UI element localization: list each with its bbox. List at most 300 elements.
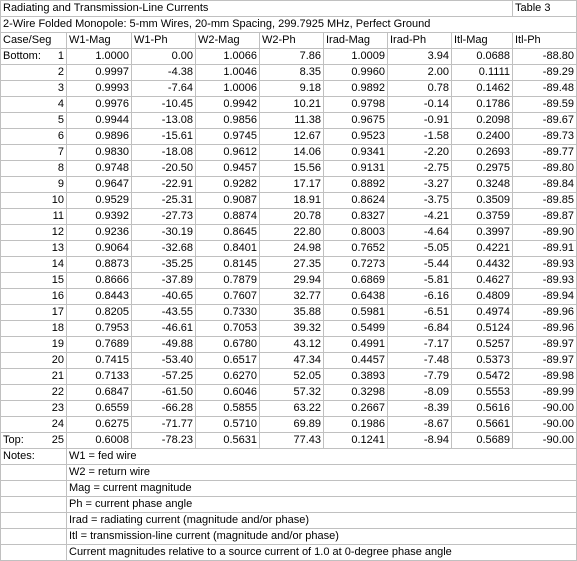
empty-cell[interactable] — [513, 17, 577, 33]
value-cell[interactable]: 0.9798 — [324, 97, 388, 113]
value-cell[interactable]: -3.27 — [388, 177, 452, 193]
value-cell[interactable]: 7.86 — [260, 49, 324, 65]
value-cell[interactable]: 0.4991 — [324, 337, 388, 353]
value-cell[interactable]: 0.8401 — [196, 241, 260, 257]
value-cell[interactable]: -27.73 — [132, 209, 196, 225]
value-cell[interactable]: 0.8145 — [196, 257, 260, 273]
column-header[interactable]: Irad-Ph — [388, 33, 452, 49]
value-cell[interactable]: -61.50 — [132, 385, 196, 401]
note-row — [1, 465, 577, 481]
value-cell[interactable]: -89.98 — [513, 369, 577, 385]
value-cell[interactable]: 0.9856 — [196, 113, 260, 129]
value-cell[interactable]: -37.89 — [132, 273, 196, 289]
value-cell[interactable]: 0.7879 — [196, 273, 260, 289]
value-cell[interactable]: -7.17 — [388, 337, 452, 353]
table-row — [1, 401, 577, 417]
value-cell[interactable]: -40.65 — [132, 289, 196, 305]
empty-cell[interactable] — [1, 513, 67, 529]
value-cell[interactable]: -20.50 — [132, 161, 196, 177]
value-cell[interactable]: -57.25 — [132, 369, 196, 385]
value-cell[interactable]: -8.94 — [388, 433, 452, 449]
value-cell[interactable]: 22.80 — [260, 225, 324, 241]
value-cell[interactable]: -7.79 — [388, 369, 452, 385]
value-cell[interactable]: 0.5981 — [324, 305, 388, 321]
note-row — [1, 529, 577, 545]
value-cell[interactable]: 0.8645 — [196, 225, 260, 241]
value-cell[interactable]: 0.1111 — [452, 65, 513, 81]
value-cell[interactable]: 0.6869 — [324, 273, 388, 289]
value-cell[interactable]: -89.94 — [513, 289, 577, 305]
value-cell[interactable]: 32.77 — [260, 289, 324, 305]
segment-cell[interactable] — [1, 81, 67, 97]
empty-cell[interactable] — [388, 1, 452, 17]
table-row — [1, 193, 577, 209]
value-cell[interactable]: -7.48 — [388, 353, 452, 369]
segment-number: 17 — [51, 306, 64, 318]
value-cell[interactable]: 0.0688 — [452, 49, 513, 65]
value-cell[interactable]: -0.91 — [388, 113, 452, 129]
value-cell[interactable]: 1.0000 — [67, 49, 132, 65]
segment-cell[interactable] — [1, 209, 67, 225]
value-cell[interactable]: 8.35 — [260, 65, 324, 81]
value-cell[interactable]: -89.85 — [513, 193, 577, 209]
segment-prefix: Top: — [3, 434, 24, 446]
value-cell[interactable]: 24.98 — [260, 241, 324, 257]
header-row — [1, 33, 577, 49]
table-row — [1, 385, 577, 401]
value-cell[interactable]: 43.12 — [260, 337, 324, 353]
value-cell[interactable]: -43.55 — [132, 305, 196, 321]
empty-cell[interactable] — [1, 545, 67, 561]
value-cell[interactable]: 0.7953 — [67, 321, 132, 337]
value-cell[interactable]: -89.90 — [513, 225, 577, 241]
value-cell[interactable]: -5.81 — [388, 273, 452, 289]
value-cell[interactable]: 0.8205 — [67, 305, 132, 321]
empty-cell[interactable] — [1, 481, 67, 497]
value-cell[interactable]: -32.68 — [132, 241, 196, 257]
empty-cell[interactable] — [1, 529, 67, 545]
value-cell[interactable]: -89.73 — [513, 129, 577, 145]
value-cell[interactable]: 0.5855 — [196, 401, 260, 417]
value-cell[interactable]: 29.94 — [260, 273, 324, 289]
segment-cell[interactable] — [1, 145, 67, 161]
value-cell[interactable]: 0.9282 — [196, 177, 260, 193]
value-cell[interactable]: -53.40 — [132, 353, 196, 369]
value-cell[interactable]: 0.5661 — [452, 417, 513, 433]
segment-cell[interactable] — [1, 417, 67, 433]
value-cell[interactable]: 0.9064 — [67, 241, 132, 257]
table-row — [1, 113, 577, 129]
note-text[interactable]: W1 = fed wire — [67, 449, 577, 465]
segment-number: 11 — [52, 210, 64, 222]
value-cell[interactable]: -5.05 — [388, 241, 452, 257]
value-cell[interactable]: -25.31 — [132, 193, 196, 209]
value-cell[interactable]: 0.6559 — [67, 401, 132, 417]
value-cell[interactable]: 63.22 — [260, 401, 324, 417]
value-cell[interactable]: -90.00 — [513, 433, 577, 449]
value-cell[interactable]: 0.5499 — [324, 321, 388, 337]
value-cell[interactable]: 0.9892 — [324, 81, 388, 97]
value-cell[interactable]: 0.6847 — [67, 385, 132, 401]
value-cell[interactable]: -89.80 — [513, 161, 577, 177]
value-cell[interactable]: -90.00 — [513, 417, 577, 433]
empty-cell[interactable] — [1, 465, 67, 481]
value-cell[interactable]: -89.96 — [513, 305, 577, 321]
table-row — [1, 225, 577, 241]
empty-cell[interactable] — [452, 1, 513, 17]
value-cell[interactable]: 0.2098 — [452, 113, 513, 129]
value-cell[interactable]: -6.84 — [388, 321, 452, 337]
note-text[interactable]: Current magnitudes relative to a source current of 1.0 at 0-degree phase angle — [67, 545, 577, 561]
value-cell[interactable]: 39.32 — [260, 321, 324, 337]
value-cell[interactable]: 0.9529 — [67, 193, 132, 209]
value-cell[interactable]: 0.7273 — [324, 257, 388, 273]
value-cell[interactable]: 0.2667 — [324, 401, 388, 417]
value-cell[interactable]: -88.80 — [513, 49, 577, 65]
value-cell[interactable]: -78.23 — [132, 433, 196, 449]
segment-cell[interactable] — [1, 129, 67, 145]
value-cell[interactable]: 0.8666 — [67, 273, 132, 289]
value-cell[interactable]: 0.9457 — [196, 161, 260, 177]
value-cell[interactable]: -0.14 — [388, 97, 452, 113]
segment-number: 9 — [57, 178, 64, 190]
segment-number: 23 — [51, 402, 64, 414]
value-cell[interactable]: -3.75 — [388, 193, 452, 209]
value-cell[interactable]: 0.8624 — [324, 193, 388, 209]
value-cell[interactable]: 0.6517 — [196, 353, 260, 369]
value-cell[interactable]: 0.6275 — [67, 417, 132, 433]
table-row — [1, 129, 577, 145]
segment-number: 1 — [57, 50, 64, 62]
segment-cell[interactable] — [1, 241, 67, 257]
value-cell[interactable]: -13.08 — [132, 113, 196, 129]
segment-number: 13 — [51, 242, 64, 254]
value-cell[interactable]: 0.8003 — [324, 225, 388, 241]
value-cell[interactable]: 9.18 — [260, 81, 324, 97]
value-cell[interactable]: -10.45 — [132, 97, 196, 113]
value-cell[interactable]: -49.88 — [132, 337, 196, 353]
segment-number: 15 — [51, 274, 64, 286]
value-cell[interactable]: 0.9087 — [196, 193, 260, 209]
value-cell[interactable]: 0.6780 — [196, 337, 260, 353]
note-text[interactable]: Irad = radiating current (magnitude and/or phase) — [67, 513, 577, 529]
value-cell[interactable]: -15.61 — [132, 129, 196, 145]
value-cell[interactable]: 0.5710 — [196, 417, 260, 433]
empty-cell[interactable] — [324, 1, 388, 17]
note-row — [1, 497, 577, 513]
value-cell[interactable]: 0.00 — [132, 49, 196, 65]
table-row — [1, 369, 577, 385]
value-cell[interactable]: -89.93 — [513, 257, 577, 273]
segment-number: 25 — [51, 434, 64, 446]
value-cell[interactable]: 47.34 — [260, 353, 324, 369]
value-cell[interactable]: -5.44 — [388, 257, 452, 273]
value-cell[interactable]: -2.75 — [388, 161, 452, 177]
value-cell[interactable]: 0.1462 — [452, 81, 513, 97]
value-cell[interactable]: 0.4627 — [452, 273, 513, 289]
value-cell[interactable]: 0.7689 — [67, 337, 132, 353]
value-cell[interactable]: 0.9392 — [67, 209, 132, 225]
segment-number: 20 — [51, 354, 64, 366]
value-cell[interactable]: -89.77 — [513, 145, 577, 161]
value-cell[interactable]: -89.97 — [513, 337, 577, 353]
value-cell[interactable]: -89.29 — [513, 65, 577, 81]
value-cell[interactable]: -89.97 — [513, 353, 577, 369]
value-cell[interactable]: -89.67 — [513, 113, 577, 129]
value-cell[interactable]: -30.19 — [132, 225, 196, 241]
value-cell[interactable]: 0.9612 — [196, 145, 260, 161]
table-label[interactable]: Table 3 — [513, 1, 577, 17]
value-cell[interactable]: 10.21 — [260, 97, 324, 113]
segment-number: 21 — [51, 370, 64, 382]
segment-cell[interactable] — [1, 305, 67, 321]
segment-cell[interactable] — [1, 401, 67, 417]
note-text[interactable]: Itl = transmission-line current (magnitude and/or phase) — [67, 529, 577, 545]
value-cell[interactable]: 0.4809 — [452, 289, 513, 305]
value-cell[interactable]: -89.96 — [513, 321, 577, 337]
value-cell[interactable]: 3.94 — [388, 49, 452, 65]
value-cell[interactable]: -8.09 — [388, 385, 452, 401]
value-cell[interactable]: 0.9236 — [67, 225, 132, 241]
column-header[interactable]: W1-Ph — [132, 33, 196, 49]
column-header[interactable]: Case/Seg — [1, 33, 67, 49]
value-cell[interactable]: 0.4974 — [452, 305, 513, 321]
value-cell[interactable]: -89.59 — [513, 97, 577, 113]
value-cell[interactable]: -89.99 — [513, 385, 577, 401]
value-cell[interactable]: 0.5472 — [452, 369, 513, 385]
value-cell[interactable]: 0.5631 — [196, 433, 260, 449]
table-row — [1, 289, 577, 305]
segment-number: 18 — [51, 322, 64, 334]
value-cell[interactable]: 0.8327 — [324, 209, 388, 225]
value-cell[interactable]: 14.06 — [260, 145, 324, 161]
value-cell[interactable]: 0.8443 — [67, 289, 132, 305]
value-cell[interactable]: 0.9976 — [67, 97, 132, 113]
table-row — [1, 177, 577, 193]
value-cell[interactable]: 35.88 — [260, 305, 324, 321]
value-cell[interactable]: -2.20 — [388, 145, 452, 161]
note-text[interactable]: Ph = current phase angle — [67, 497, 577, 513]
value-cell[interactable]: 1.0046 — [196, 65, 260, 81]
notes-label[interactable]: Notes: — [1, 449, 67, 465]
value-cell[interactable]: -7.64 — [132, 81, 196, 97]
segment-cell[interactable] — [1, 113, 67, 129]
value-cell[interactable]: 0.7652 — [324, 241, 388, 257]
value-cell[interactable]: 77.43 — [260, 433, 324, 449]
value-cell[interactable]: 18.91 — [260, 193, 324, 209]
value-cell[interactable]: 0.4221 — [452, 241, 513, 257]
value-cell[interactable]: -8.39 — [388, 401, 452, 417]
value-cell[interactable]: -71.77 — [132, 417, 196, 433]
segment-cell[interactable] — [1, 257, 67, 273]
segment-cell[interactable] — [1, 353, 67, 369]
value-cell[interactable]: 17.17 — [260, 177, 324, 193]
value-cell[interactable]: 0.9647 — [67, 177, 132, 193]
value-cell[interactable]: 0.9960 — [324, 65, 388, 81]
value-cell[interactable]: -89.91 — [513, 241, 577, 257]
sheet-title[interactable]: Radiating and Transmission-Line Currents — [1, 1, 260, 17]
value-cell[interactable]: 0.1241 — [324, 433, 388, 449]
note-row — [1, 513, 577, 529]
note-row — [1, 481, 577, 497]
value-cell[interactable]: 0.9993 — [67, 81, 132, 97]
value-cell[interactable]: 0.9896 — [67, 129, 132, 145]
table-row — [1, 337, 577, 353]
value-cell[interactable]: -4.38 — [132, 65, 196, 81]
value-cell[interactable]: 0.9830 — [67, 145, 132, 161]
value-cell[interactable]: 12.67 — [260, 129, 324, 145]
value-cell[interactable]: 0.9997 — [67, 65, 132, 81]
value-cell[interactable]: 0.2400 — [452, 129, 513, 145]
segment-number: 3 — [57, 82, 64, 94]
value-cell[interactable]: 0.3509 — [452, 193, 513, 209]
value-cell[interactable]: 11.38 — [260, 113, 324, 129]
note-text[interactable]: W2 = return wire — [67, 465, 577, 481]
value-cell[interactable]: -1.58 — [388, 129, 452, 145]
value-cell[interactable]: 0.3248 — [452, 177, 513, 193]
value-cell[interactable]: 0.7133 — [67, 369, 132, 385]
value-cell[interactable]: -6.51 — [388, 305, 452, 321]
value-cell[interactable]: 0.4457 — [324, 353, 388, 369]
value-cell[interactable]: 0.8874 — [196, 209, 260, 225]
empty-cell[interactable] — [260, 1, 324, 17]
value-cell[interactable]: -46.61 — [132, 321, 196, 337]
segment-cell[interactable] — [1, 369, 67, 385]
value-cell[interactable]: 0.78 — [388, 81, 452, 97]
table-row — [1, 161, 577, 177]
value-cell[interactable]: 52.05 — [260, 369, 324, 385]
value-cell[interactable]: 0.8892 — [324, 177, 388, 193]
segment-number: 4 — [57, 98, 64, 110]
segment-cell[interactable] — [1, 177, 67, 193]
value-cell[interactable]: -35.25 — [132, 257, 196, 273]
column-header[interactable]: Irad-Mag — [324, 33, 388, 49]
segment-cell[interactable] — [1, 65, 67, 81]
value-cell[interactable]: 69.89 — [260, 417, 324, 433]
segment-cell[interactable] — [1, 337, 67, 353]
value-cell[interactable]: 0.9942 — [196, 97, 260, 113]
value-cell[interactable]: 0.5257 — [452, 337, 513, 353]
value-cell[interactable]: 0.9745 — [196, 129, 260, 145]
value-cell[interactable]: 0.6008 — [67, 433, 132, 449]
note-text[interactable]: Mag = current magnitude — [67, 481, 577, 497]
value-cell[interactable]: 0.3893 — [324, 369, 388, 385]
table-row — [1, 97, 577, 113]
column-header[interactable]: W2-Mag — [196, 33, 260, 49]
note-row — [1, 545, 577, 561]
sheet-subtitle[interactable]: 2-Wire Folded Monopole: 5-mm Wires, 20-mm Spacing, 299.7925 MHz, Perfect Ground — [1, 17, 513, 33]
segment-cell[interactable] — [1, 193, 67, 209]
value-cell[interactable]: 0.9944 — [67, 113, 132, 129]
value-cell[interactable]: -89.93 — [513, 273, 577, 289]
value-cell[interactable]: 0.6270 — [196, 369, 260, 385]
segment-cell[interactable] — [1, 289, 67, 305]
value-cell[interactable]: 0.3298 — [324, 385, 388, 401]
segment-prefix: Bottom: — [3, 50, 41, 62]
segment-number: 5 — [57, 114, 64, 126]
value-cell[interactable]: 0.2975 — [452, 161, 513, 177]
value-cell[interactable]: 0.9131 — [324, 161, 388, 177]
segment-number: 22 — [51, 386, 64, 398]
value-cell[interactable]: -22.91 — [132, 177, 196, 193]
segment-number: 14 — [51, 258, 64, 270]
value-cell[interactable]: 0.1786 — [452, 97, 513, 113]
value-cell[interactable]: 0.7053 — [196, 321, 260, 337]
column-header[interactable]: Itl-Ph — [513, 33, 577, 49]
segment-cell[interactable] — [1, 273, 67, 289]
empty-cell[interactable] — [1, 497, 67, 513]
value-cell[interactable]: 0.7415 — [67, 353, 132, 369]
value-cell[interactable]: 20.78 — [260, 209, 324, 225]
segment-cell[interactable] — [1, 49, 67, 65]
value-cell[interactable]: 0.9748 — [67, 161, 132, 177]
table-row — [1, 273, 577, 289]
segment-cell[interactable] — [1, 385, 67, 401]
value-cell[interactable]: 1.0009 — [324, 49, 388, 65]
value-cell[interactable]: -89.84 — [513, 177, 577, 193]
value-cell[interactable]: 57.32 — [260, 385, 324, 401]
value-cell[interactable]: 0.5689 — [452, 433, 513, 449]
value-cell[interactable]: 0.4432 — [452, 257, 513, 273]
column-header[interactable]: Itl-Mag — [452, 33, 513, 49]
value-cell[interactable]: 0.5373 — [452, 353, 513, 369]
segment-cell[interactable] — [1, 225, 67, 241]
value-cell[interactable]: 0.5616 — [452, 401, 513, 417]
value-cell[interactable]: -8.67 — [388, 417, 452, 433]
value-cell[interactable]: 27.35 — [260, 257, 324, 273]
value-cell[interactable]: 2.00 — [388, 65, 452, 81]
value-cell[interactable]: -66.28 — [132, 401, 196, 417]
value-cell[interactable]: 0.6438 — [324, 289, 388, 305]
value-cell[interactable]: -89.48 — [513, 81, 577, 97]
table-row — [1, 257, 577, 273]
value-cell[interactable]: 1.0066 — [196, 49, 260, 65]
value-cell[interactable]: 0.7607 — [196, 289, 260, 305]
value-cell[interactable]: 15.56 — [260, 161, 324, 177]
segment-number: 19 — [51, 338, 64, 350]
value-cell[interactable]: 1.0006 — [196, 81, 260, 97]
value-cell[interactable]: 0.9523 — [324, 129, 388, 145]
segment-cell[interactable] — [1, 321, 67, 337]
title-row — [1, 1, 577, 17]
value-cell[interactable]: 0.2693 — [452, 145, 513, 161]
value-cell[interactable]: 0.9341 — [324, 145, 388, 161]
segment-number: 6 — [57, 130, 64, 142]
value-cell[interactable]: 0.9675 — [324, 113, 388, 129]
value-cell[interactable]: -6.16 — [388, 289, 452, 305]
column-header[interactable]: W1-Mag — [67, 33, 132, 49]
value-cell[interactable]: 0.3759 — [452, 209, 513, 225]
value-cell[interactable]: -4.64 — [388, 225, 452, 241]
value-cell[interactable]: 0.3997 — [452, 225, 513, 241]
value-cell[interactable]: 0.5553 — [452, 385, 513, 401]
value-cell[interactable]: 0.5124 — [452, 321, 513, 337]
value-cell[interactable]: 0.1986 — [324, 417, 388, 433]
value-cell[interactable]: -18.08 — [132, 145, 196, 161]
segment-number: 2 — [57, 66, 64, 78]
value-cell[interactable]: 0.7330 — [196, 305, 260, 321]
value-cell[interactable]: -90.00 — [513, 401, 577, 417]
value-cell[interactable]: 0.6046 — [196, 385, 260, 401]
column-header[interactable]: W2-Ph — [260, 33, 324, 49]
segment-cell[interactable] — [1, 97, 67, 113]
table-row — [1, 49, 577, 65]
value-cell[interactable]: 0.8873 — [67, 257, 132, 273]
value-cell[interactable]: -4.21 — [388, 209, 452, 225]
value-cell[interactable]: -89.87 — [513, 209, 577, 225]
segment-cell[interactable] — [1, 161, 67, 177]
segment-cell[interactable] — [1, 433, 67, 449]
